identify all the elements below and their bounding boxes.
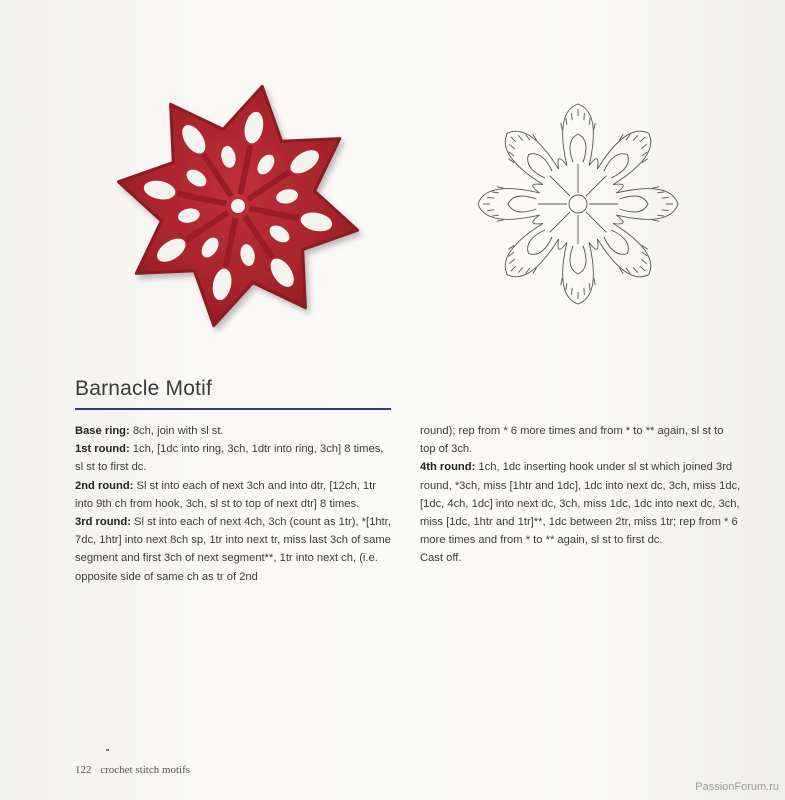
diagram-inner-petal (604, 230, 628, 254)
diagram-stitch (497, 187, 504, 189)
diagram-stitch (511, 137, 516, 142)
diagram-stitch (594, 278, 596, 285)
diagram-inner-petal (528, 230, 552, 254)
diagram-spoke (586, 176, 607, 197)
diagram-spoke (550, 212, 571, 233)
diagram-stitch (511, 266, 516, 271)
diagram-inner-petal (528, 154, 552, 178)
diagram-inner-petal (508, 196, 536, 212)
round-label: Base ring: (75, 425, 130, 437)
diagram-stitch (487, 210, 494, 211)
round-text: Sl st into each of next 3ch and into dtr, [12ch, 1tr into 9th ch from hook, 3ch, sl st to top of next dtr] 8 times. (75, 479, 376, 510)
diagram-stitch (561, 278, 563, 285)
round-text: Sl st into each of next 4ch, 3ch (count as 1tr), *[1htr, 7dc, 1htr] into next 8ch sp, 1tr into next tr, miss last 3ch of same segment and first 3ch of next segment**, 1tr into next ch, (i.e. opposite side of same ch as tr of 2nd (75, 516, 391, 583)
instruction-paragraph (75, 422, 393, 440)
diagram-inner-petal (604, 154, 628, 178)
instructions-left-column (75, 422, 393, 586)
round-text: 8ch, join with sl st. (129, 425, 224, 437)
round-label: 1st round: (75, 443, 130, 456)
pattern-title: Barnacle Motif (75, 377, 213, 400)
diagram-stitch (652, 220, 659, 222)
diagram-stitch (566, 283, 567, 290)
watermark: PassionForum.ru (695, 781, 779, 793)
round-label: 4th round: (420, 461, 476, 474)
diagram-spoke (550, 176, 571, 197)
center-ring (231, 199, 245, 213)
diagram-stitch (662, 198, 669, 199)
diagram-stitch (572, 113, 573, 120)
diagram-stitch (518, 135, 523, 140)
round-label: 3rd round: (75, 516, 131, 529)
diagram-stitch (662, 210, 669, 211)
diagram-stitch (561, 123, 563, 130)
diagram-stitch (640, 266, 645, 271)
instruction-paragraph (420, 458, 742, 549)
diagram-center-ring (569, 195, 587, 213)
instructions-right-column (420, 422, 742, 568)
round-text: round); rep from * 6 more times and from * to ** again, sl st to top of 3ch. (420, 425, 724, 456)
instruction-paragraph (420, 422, 742, 458)
diagram-stitch (584, 288, 585, 295)
title-underline (75, 408, 391, 410)
diagram-stitch (589, 283, 590, 290)
page-number: 122 (75, 764, 92, 776)
instruction-paragraph (75, 477, 393, 513)
diagram-stitch (497, 220, 504, 222)
diagram-stitch (652, 187, 659, 189)
page-mark (106, 749, 109, 751)
diagram-inner-petal (620, 196, 648, 212)
motif-photo (108, 78, 373, 333)
diagram-stitch (492, 215, 499, 216)
stitch-diagram (468, 92, 688, 317)
round-text: 1ch, 1dc inserting hook under sl st which joined 3rd round, *3ch, miss [1htr and 1dc], 1dc into next dc, 3ch, miss 1dc, [1dc, 4ch, 1dc] into next dc, 3ch, miss 1dc, 1dc into next dc, 3ch, miss [1dc, 1htr and 1tr]**, 1dc between 2tr, miss 1tr; rep from * 6 more times and from * to ** again, sl st to first dc. (420, 461, 741, 547)
instruction-paragraph (420, 549, 742, 567)
round-text: Cast off. (420, 552, 462, 565)
diagram-stitch (594, 123, 596, 130)
diagram-stitch (633, 267, 638, 272)
diagram-stitch (589, 118, 590, 125)
diagram-stitch (572, 288, 573, 295)
diagram-stitch (492, 192, 499, 193)
diagram-stitch (633, 135, 638, 140)
diagram-stitch (509, 144, 514, 149)
diagram-stitch (641, 144, 646, 149)
instruction-paragraph (75, 513, 393, 586)
round-text: 1ch, [1dc into ring, 3ch, 1dtr into ring, 3ch] 8 times, sl st to first dc. (75, 443, 384, 474)
round-label: 2nd round: (75, 479, 134, 492)
diagram-stitch (640, 137, 645, 142)
diagram-stitch (657, 215, 664, 216)
instruction-paragraph (75, 440, 393, 476)
diagram-inner-petal (570, 134, 586, 162)
diagram-stitch (487, 198, 494, 199)
diagram-stitch (641, 259, 646, 264)
diagram-stitch (509, 259, 514, 264)
diagram-stitch (518, 267, 523, 272)
diagram-stitch (657, 192, 664, 193)
section-name: crochet stitch motifs (100, 764, 191, 776)
diagram-stitch (566, 118, 567, 125)
page-footer (75, 764, 190, 776)
diagram-stitch (584, 113, 585, 120)
diagram-inner-petal (570, 246, 586, 274)
diagram-spoke (586, 212, 607, 233)
